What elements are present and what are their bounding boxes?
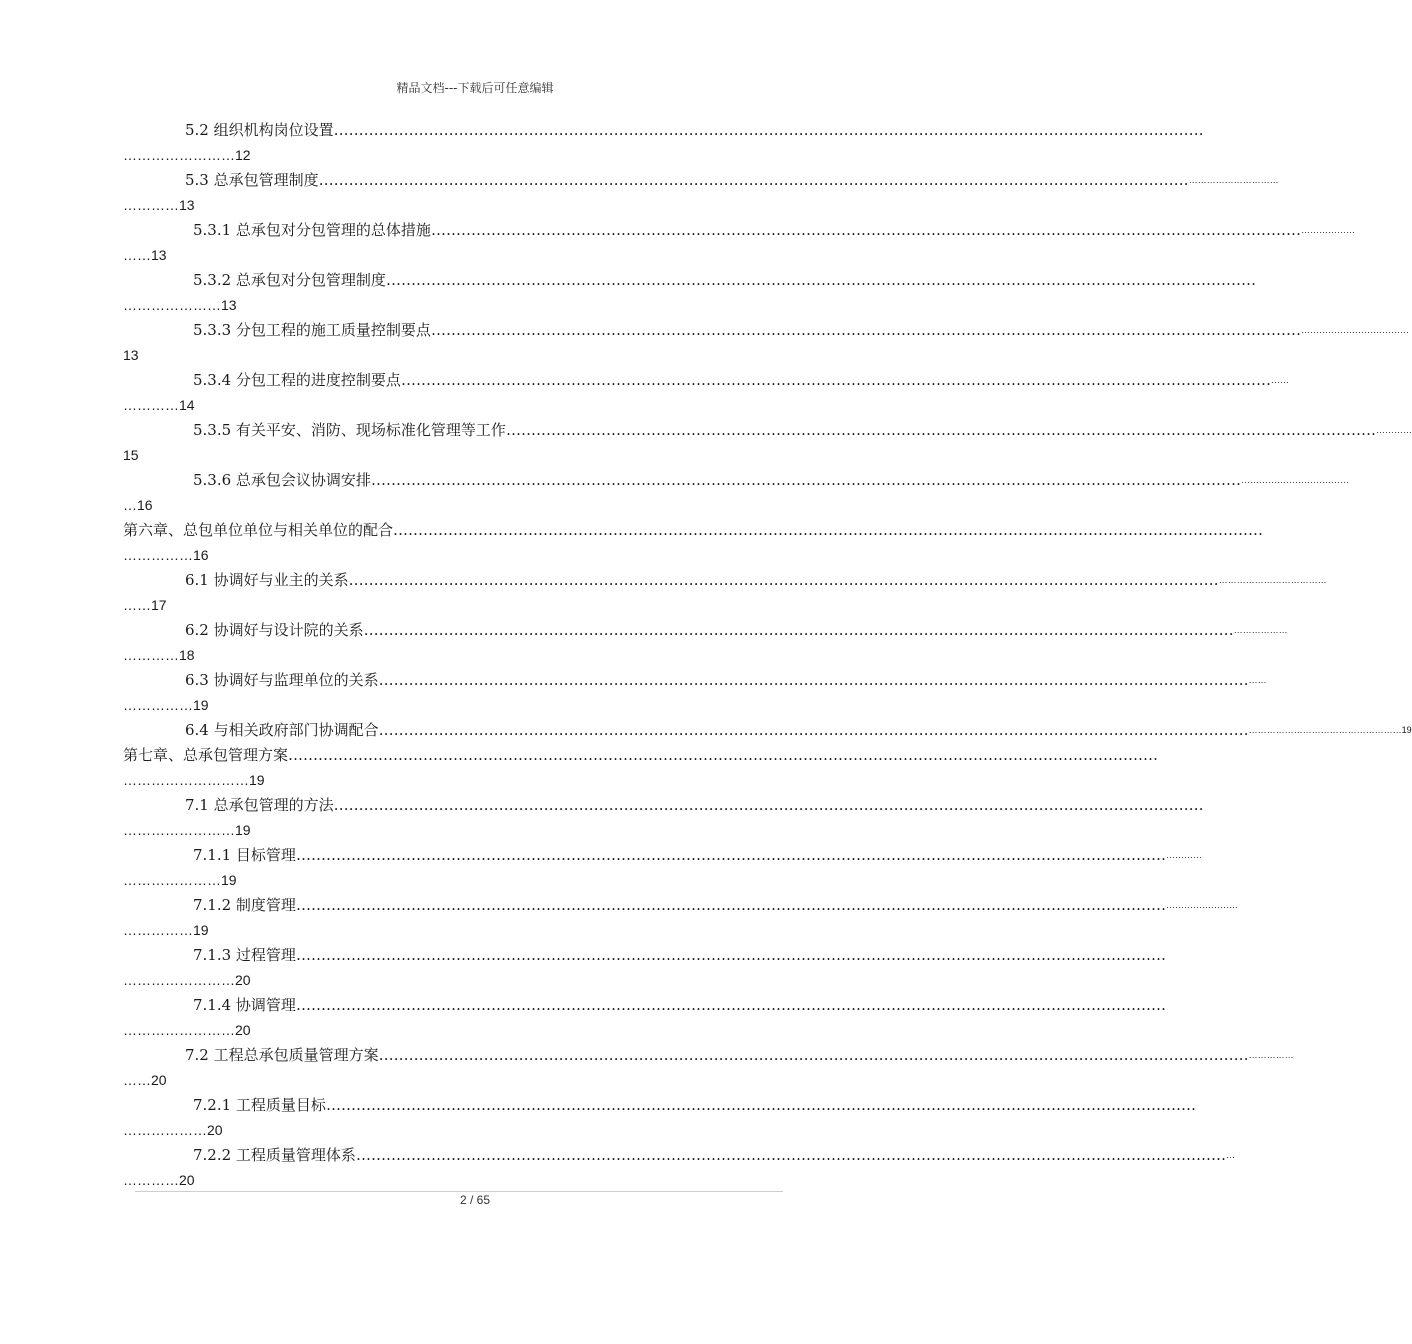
toc-entry-title: 5.3.6 总承包会议协调安排 xyxy=(193,471,371,489)
toc-entry-title: 7.2.1 工程质量目标 xyxy=(193,1096,326,1114)
toc-entry-title: 6.2 协调好与设计院的关系 xyxy=(185,621,364,639)
toc-entry-line xyxy=(123,743,1159,768)
toc-leader-dots: ………………………………………………………………………………………………………………………………………………………… xyxy=(355,1146,1226,1164)
toc-entry[interactable] xyxy=(123,668,1267,718)
toc-entry-page: …………13 xyxy=(123,197,195,213)
toc-entry-title: 5.3.3 分包工程的施工质量控制要点 xyxy=(193,321,431,339)
toc-entry-page: ……………………19 xyxy=(123,822,251,838)
toc-entry-line xyxy=(123,893,1238,918)
toc-entry-title: 6.4 与相关政府部门协调配合 xyxy=(185,721,379,739)
toc-entry-title: 5.3.1 总承包对分包管理的总体措施 xyxy=(193,221,431,239)
toc-entry[interactable] xyxy=(123,418,1412,468)
toc-entry-page: ……………19 xyxy=(123,922,209,938)
toc-entry-line xyxy=(123,1043,1294,1068)
toc-entry-line xyxy=(123,518,1264,543)
toc-entry-line xyxy=(123,418,1412,443)
toc-entry[interactable] xyxy=(123,218,1355,268)
toc-leader-tail: ………… xyxy=(1375,425,1412,435)
toc-leader-dots: ………………………………………………………………………………………………………………………………………………………… xyxy=(295,996,1166,1014)
toc-entry-line xyxy=(123,718,1412,743)
toc-leader-tail: … xyxy=(1225,1150,1235,1160)
toc-entry[interactable] xyxy=(123,318,1409,368)
toc-entry[interactable] xyxy=(123,943,1166,993)
toc-entry-page: …………18 xyxy=(123,647,195,663)
toc-leader-tail: …… xyxy=(1270,375,1289,385)
toc-entry-line xyxy=(123,318,1409,343)
toc-leader-tail: …… xyxy=(1248,675,1267,685)
toc-entry-page: 15 xyxy=(123,447,139,463)
toc-entry-title: 第六章、总包单位单位与相关单位的配合 xyxy=(123,521,394,539)
toc-leader-tail: ………………………… xyxy=(1188,175,1279,185)
toc-entry-title: 5.3.2 总承包对分包管理制度 xyxy=(193,271,386,289)
toc-leader-dots: ………………………………………………………………………………………………………………………………………………………… xyxy=(295,846,1166,864)
toc-entry-line xyxy=(123,993,1166,1018)
toc-entry-line xyxy=(123,1143,1235,1168)
toc-entry-title: 7.1.3 过程管理 xyxy=(193,946,296,964)
toc-entry-line xyxy=(123,793,1204,818)
toc-entry-title: 7.2 工程总承包质量管理方案 xyxy=(185,1046,379,1064)
toc-entry[interactable] xyxy=(123,1093,1196,1143)
toc-leader-dots: ………………………………………………………………………………………………………………………………………………………… xyxy=(295,896,1166,914)
toc-entry-page: ……17 xyxy=(123,597,167,613)
toc-entry-page: ……………………20 xyxy=(123,972,251,988)
toc-entry-title: 5.3 总承包管理制度 xyxy=(185,171,319,189)
toc-entry-title: 5.3.4 分包工程的进度控制要点 xyxy=(193,371,401,389)
toc-leader-dots: ………………………………………………………………………………………………………………………………………………………… xyxy=(430,221,1301,239)
toc-entry-line xyxy=(123,668,1267,693)
toc-entry-page: ……………………20 xyxy=(123,1022,251,1038)
toc-entry-line xyxy=(123,843,1202,868)
toc-leader-dots: ………………………………………………………………………………………………………………………………………………………… xyxy=(393,521,1264,539)
toc-entry[interactable] xyxy=(123,718,1412,743)
toc-entry[interactable] xyxy=(123,118,1204,168)
toc-entry-page: …16 xyxy=(123,497,153,513)
toc-entry[interactable] xyxy=(123,993,1166,1043)
toc-entry-line xyxy=(123,268,1256,293)
toc-entry-title: 7.1.2 制度管理 xyxy=(193,896,296,914)
toc-entry[interactable] xyxy=(123,368,1289,418)
toc-entry-line xyxy=(123,618,1288,643)
toc-entry-title: 7.1.1 目标管理 xyxy=(193,846,296,864)
toc-leader-dots: ………………………………………………………………………………………………………………………………………………………… xyxy=(333,796,1204,814)
toc-leader-tail: ……………… xyxy=(1300,225,1355,235)
toc-entry-line xyxy=(123,568,1327,593)
toc-leader-dots: ………………………………………………………………………………………………………………………………………………………… xyxy=(363,621,1234,639)
toc-entry-page: ……20 xyxy=(123,1072,167,1088)
page-number: 2 / 65 xyxy=(459,1193,491,1207)
toc-entry[interactable] xyxy=(123,268,1256,318)
toc-entry-page: …………20 xyxy=(123,1172,195,1188)
toc-entry-page: ……………19 xyxy=(123,697,209,713)
toc-entry-page: ………………………19 xyxy=(123,772,265,788)
toc-leader-tail: ……………………………… xyxy=(1300,325,1409,335)
toc-entry-page: …………14 xyxy=(123,397,195,413)
toc-leader-dots: ………………………………………………………………………………………………………………………………………………………… xyxy=(430,321,1301,339)
toc-entry-page: ……………16 xyxy=(123,547,209,563)
toc-entry-line xyxy=(123,118,1204,143)
toc-entry-line xyxy=(123,368,1289,393)
toc-entry[interactable] xyxy=(123,618,1288,668)
toc-entry-title: 6.3 协调好与监理单位的关系 xyxy=(185,671,379,689)
toc-entry[interactable] xyxy=(123,1043,1294,1093)
toc-leader-dots: ………………………………………………………………………………………………………………………………………………………… xyxy=(333,121,1204,139)
table-of-contents xyxy=(123,118,1412,1193)
toc-entry[interactable] xyxy=(123,793,1204,843)
toc-leader-tail: ……………… xyxy=(1233,625,1288,635)
toc-leader-tail: ……………………………… xyxy=(1218,575,1327,585)
toc-leader-dots: ………………………………………………………………………………………………………………………………………………………… xyxy=(370,471,1241,489)
toc-entry-line xyxy=(123,218,1355,243)
toc-entry[interactable] xyxy=(123,843,1202,893)
toc-leader-dots: ………………………………………………………………………………………………………………………………………………………… xyxy=(400,371,1271,389)
page-header: 精品文档---下载后可任意编辑 xyxy=(396,81,554,95)
toc-leader-dots: ………………………………………………………………………………………………………………………………………………………… xyxy=(295,946,1166,964)
toc-entry-line xyxy=(123,943,1166,968)
toc-entry[interactable] xyxy=(123,468,1349,518)
toc-entry-page: ……13 xyxy=(123,247,167,263)
toc-leader-dots: ………………………………………………………………………………………………………………………………………………………… xyxy=(378,671,1249,689)
toc-leader-dots: ………………………………………………………………………………………………………………………………………………………… xyxy=(378,721,1249,739)
toc-entry[interactable] xyxy=(123,518,1264,568)
toc-entry[interactable] xyxy=(123,893,1238,943)
toc-entry-title: 7.1 总承包管理的方法 xyxy=(185,796,334,814)
toc-leader-dots: ………………………………………………………………………………………………………………………………………………………… xyxy=(288,746,1159,764)
toc-entry[interactable] xyxy=(123,1143,1235,1193)
toc-entry-title: 第七章、总承包管理方案 xyxy=(123,746,289,764)
toc-leader-dots: ………………………………………………………………………………………………………………………………………………………… xyxy=(385,271,1256,289)
toc-entry[interactable] xyxy=(123,568,1327,618)
toc-leader-dots: ………………………………………………………………………………………………………………………………………………………… xyxy=(318,171,1189,189)
toc-entry-page: ………………20 xyxy=(123,1122,223,1138)
toc-entry[interactable] xyxy=(123,168,1279,218)
toc-leader-tail: ……………………………… xyxy=(1240,475,1349,485)
toc-entry[interactable] xyxy=(123,743,1159,793)
toc-entry-line xyxy=(123,1093,1196,1118)
toc-entry-page: 13 xyxy=(123,347,139,363)
toc-entry-line xyxy=(123,168,1279,193)
toc-leader-dots: ………………………………………………………………………………………………………………………………………………………… xyxy=(378,1046,1249,1064)
footer-divider xyxy=(135,1191,783,1192)
toc-leader-tail: …………………… xyxy=(1165,900,1238,910)
toc-entry-page: …………………13 xyxy=(123,297,237,313)
toc-entry-page: ……………………12 xyxy=(123,147,251,163)
toc-leader-tail: ………… xyxy=(1165,850,1202,860)
toc-entry-title: 5.2 组织机构岗位设置 xyxy=(185,121,334,139)
toc-leader-dots: ………………………………………………………………………………………………………………………………………………………… xyxy=(348,571,1219,589)
toc-entry-title: 7.2.2 工程质量管理体系 xyxy=(193,1146,356,1164)
toc-entry-page: …………………19 xyxy=(123,872,237,888)
toc-leader-dots: ………………………………………………………………………………………………………………………………………………………… xyxy=(505,421,1376,439)
toc-leader-tail: ……………………………………………19 xyxy=(1248,725,1412,735)
toc-leader-tail: …………… xyxy=(1248,1050,1294,1060)
toc-entry-line xyxy=(123,468,1349,493)
toc-entry-title: 7.1.4 协调管理 xyxy=(193,996,296,1014)
toc-entry-title: 6.1 协调好与业主的关系 xyxy=(185,571,349,589)
toc-entry-title: 5.3.5 有关平安、消防、现场标准化管理等工作 xyxy=(193,421,506,439)
toc-leader-dots: ………………………………………………………………………………………………………………………………………………………… xyxy=(325,1096,1196,1114)
